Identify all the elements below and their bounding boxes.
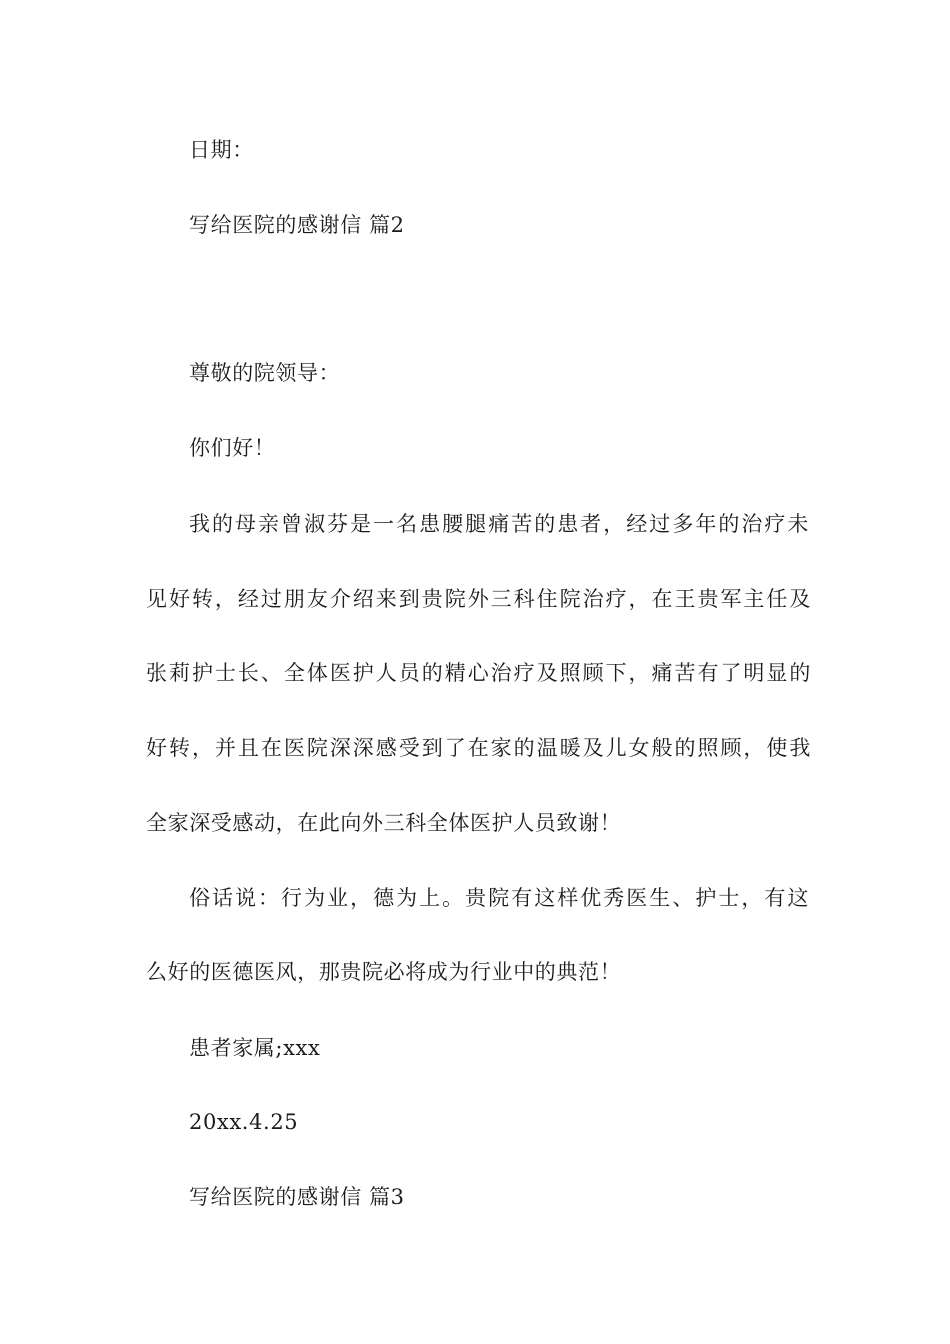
paragraph-line: 见好转，经过朋友介绍来到贵院外三科住院治疗，在王贵军主任及: [146, 587, 811, 611]
paragraph-line: 我的母亲曾淑芬是一名患腰腿痛苦的患者，经过多年的治疗未: [189, 512, 809, 536]
paragraph-line: 好转，并且在医院深深感受到了在家的温暖及儿女般的照顾，使我: [146, 736, 811, 760]
sign-date: 20xx.4.25: [189, 1110, 299, 1134]
letter-heading-3: 写给医院的感谢信 篇3: [189, 1185, 405, 1209]
date-label: 日期：: [189, 138, 254, 162]
salutation: 尊敬的院领导：: [189, 361, 341, 385]
paragraph-line: 张莉护士长、全体医护人员的精心治疗及照顾下，痛苦有了明显的: [146, 661, 811, 685]
paragraph-line: 俗话说：行为业，德为上。贵院有这样优秀医生、护士，有这: [189, 886, 809, 910]
paragraph-line: 么好的医德医风，那贵院必将成为行业中的典范！: [146, 960, 622, 984]
paragraph-line: 全家深受感动，在此向外三科全体医护人员致谢！: [146, 811, 622, 835]
letter-heading-2: 写给医院的感谢信 篇2: [189, 213, 405, 237]
signature: 患者家属;xxx: [189, 1036, 321, 1060]
greeting: 你们好！: [189, 436, 276, 460]
